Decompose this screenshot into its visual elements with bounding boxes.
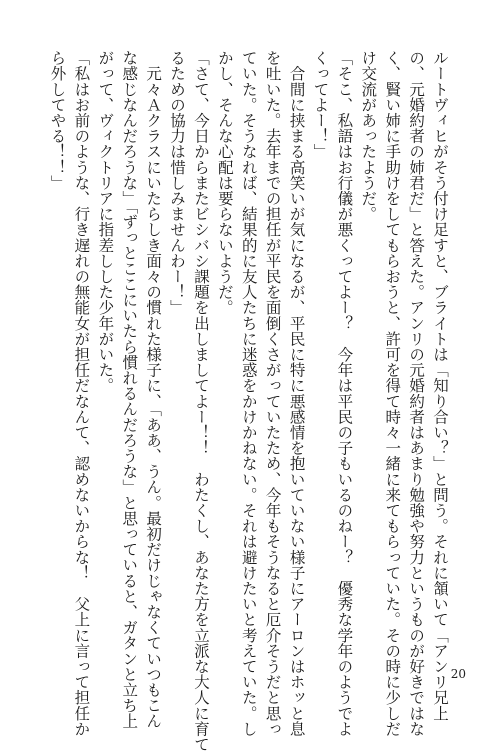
page-number: 20 [450,667,466,681]
text-line: るための協力は惜しみませんわー！」 [168,50,187,316]
vertical-text-body [48,50,451,752]
text-line: け交流があったようだ。 [359,50,378,222]
text-line: 「さて、今日からまたビシバシ課題を出しましてよー！！ わたくし、あなた方を立派な大人に育て [191,50,210,752]
text-line: ルートヴィヒがそう付け足すと、ブライトは「知り合い？」と問う。それに頷いて「アンリ兄上 [431,50,449,721]
text-line: 元々Ａクラスにいたらしき面々の慣れた様子に、「ああ、うん。最初だけじゃなくていつもこん [144,50,163,729]
text-line: くってよー！」 [311,50,330,160]
text-line: く、賢い姉に手助けをしてもらおうと、許可を得て時々一緒に来てもらっていた。その時に少しだ [383,50,402,737]
text-line: 合間に挟まる高笑いが気になるが、平民に特に悪感情を抱いていない様子にアーロンはホッと息 [287,50,306,737]
text-line: かし、そんな心配は要らないようだ。 [215,50,234,316]
text-line: ら外してやる！！」 [48,50,67,191]
text-line: がって、ヴィクトリアに指差しした少年がいた。 [96,50,115,394]
text-line: を吐いた。去年までの担任が平民を面倒くさがっていたため、今年もそうなると厄介そうだと思っ [263,50,282,737]
text-line: な感じなんだろうな」「ずっとここにいたら慣れるんだろうな」と思っていると、ガタンと立ち上 [120,50,139,729]
text-line: の、元婚約者の姉君だ」と答えた。アンリの元婚約者はあまり勉強や努力というものが好きではな [407,50,426,737]
text-line: ていた。そうなれば、結果的に友人たちに迷惑をかけかねない。それは避けたいと考えていた。し [239,50,258,737]
text-line: 「私はお前のような、行き遅れの無能女が担任だなんて、認めないからな！ 父上に言って担任か [72,50,91,737]
text-line: 「そこ、私語はお行儀が悪くってよー？ 今年は平民の子もいるのねー？ 優秀な学年のようでよ [335,50,354,737]
